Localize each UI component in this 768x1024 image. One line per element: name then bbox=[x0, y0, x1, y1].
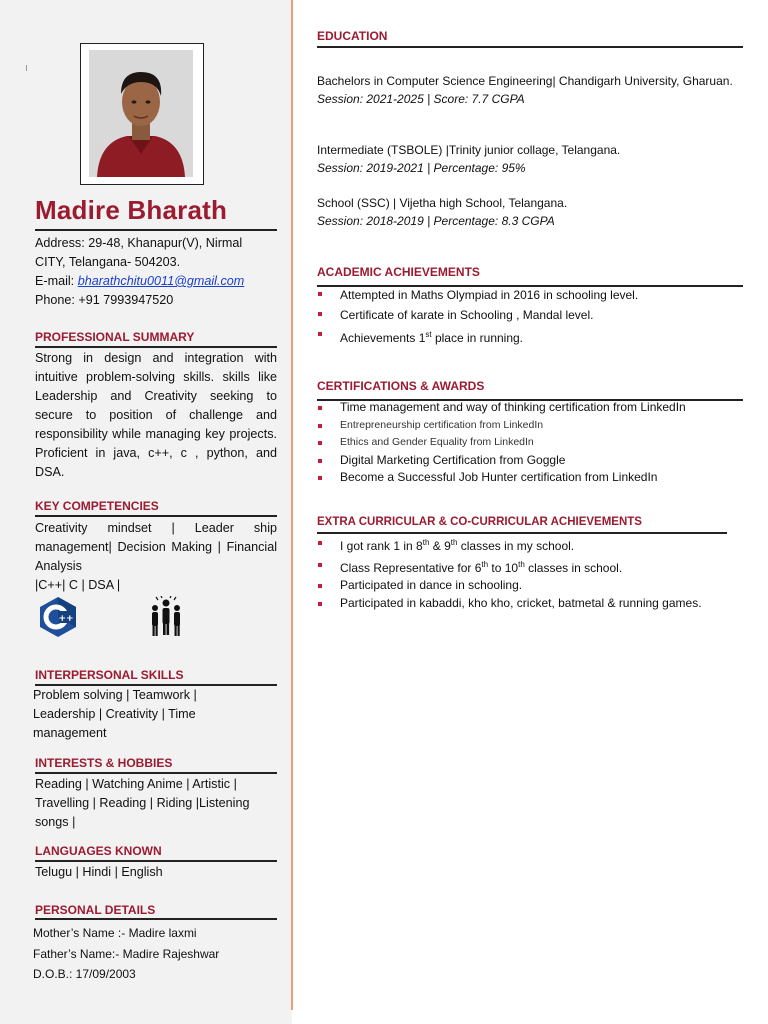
competencies-heading: KEY COMPETENCIES bbox=[35, 499, 159, 513]
education-title: School (SSC) | Vijetha high School, Telangana. bbox=[317, 196, 568, 210]
education-rule bbox=[317, 46, 743, 48]
bullet-icon bbox=[318, 541, 322, 545]
languages-text: Telugu | Hindi | English bbox=[35, 865, 163, 879]
education-item-1 bbox=[317, 73, 737, 108]
father-name: Father’s Name:- Madire Rajeshwar bbox=[33, 946, 220, 961]
email-line bbox=[35, 272, 277, 291]
competencies-text: Creativity mindset | Leader ship management| Decision Making | Financial Analysis bbox=[35, 521, 277, 573]
languages-rule bbox=[35, 860, 277, 862]
list-item: Become a Successful Job Hunter certification from LinkedIn bbox=[317, 469, 737, 487]
bullet-icon bbox=[318, 332, 322, 336]
education-session: Session: 2018-2019 | Percentage: 8.3 CGPA bbox=[317, 213, 555, 228]
certifications-list bbox=[317, 399, 737, 487]
hobbies-line-3: songs | bbox=[35, 815, 76, 829]
list-item: Time management and way of thinking certification from LinkedIn bbox=[317, 399, 737, 417]
list-item: Participated in kabaddi, kho kho, cricket, batmetal & running games. bbox=[317, 595, 710, 613]
address-line-2: CITY, Telangana- 504203. bbox=[35, 255, 181, 269]
list-item: Class Representative for 6th to 10th classes in school. bbox=[317, 556, 737, 578]
personal-heading: PERSONAL DETAILS bbox=[35, 903, 156, 917]
bullet-icon bbox=[318, 563, 322, 567]
education-item-2 bbox=[317, 142, 737, 177]
hobbies-line-1: Reading | Watching Anime | Artistic | bbox=[35, 777, 237, 791]
interpersonal-line-3: management bbox=[33, 726, 107, 740]
profile-photo bbox=[89, 50, 193, 177]
hobbies-rule bbox=[35, 772, 277, 774]
bullet-icon bbox=[318, 424, 322, 428]
email-link[interactable]: bharathchitu0011@gmail.com bbox=[77, 274, 245, 288]
list-item: Certificate of karate in Schooling , Mandal level. bbox=[317, 305, 737, 325]
mother-name: Mother’s Name :- Madire laxmi bbox=[33, 926, 197, 940]
education-title: Intermediate (TSBOLE) |Trinity junior collage, Telangana. bbox=[317, 143, 621, 157]
list-item: I got rank 1 in 8th & 9th classes in my school. bbox=[317, 534, 737, 556]
languages-heading: LANGUAGES KNOWN bbox=[35, 844, 162, 858]
email-label: E-mail: bbox=[35, 274, 78, 288]
interpersonal-heading: INTERPERSONAL SKILLS bbox=[35, 668, 184, 682]
personal-text bbox=[33, 923, 275, 985]
interpersonal-text bbox=[33, 686, 275, 743]
academic-list bbox=[317, 285, 737, 348]
bullet-icon bbox=[318, 459, 322, 463]
certifications-heading: CERTIFICATIONS & AWARDS bbox=[317, 379, 485, 393]
education-title: Bachelors in Computer Science Engineering| Chandigarh University, Gharuan. bbox=[317, 74, 733, 88]
candidate-name: Madire Bharath bbox=[35, 195, 228, 225]
summary-rule bbox=[35, 346, 277, 348]
education-heading: EDUCATION bbox=[317, 29, 388, 43]
bullet-icon bbox=[318, 476, 322, 480]
column-divider bbox=[291, 0, 293, 1010]
extra-heading: EXTRA CURRICULAR & CO-CURRICULAR ACHIEVEMENTS bbox=[317, 516, 642, 528]
person-photo-icon bbox=[89, 50, 193, 177]
profile-photo-frame bbox=[80, 43, 204, 185]
team-people-icon bbox=[148, 596, 184, 643]
interpersonal-line-1: Problem solving | Teamwork | bbox=[33, 688, 197, 702]
summary-text: Strong in design and integration with intuitive problem-solving skills. skills like Leadership and Creativity seeking to secure to position of challenge and responsibility while managing key projects. Proficient in java, c++, c , python, and DSA. bbox=[35, 351, 277, 479]
bullet-icon bbox=[318, 441, 322, 445]
stray-mark bbox=[26, 65, 27, 71]
competencies-rule bbox=[35, 515, 277, 517]
personal-rule bbox=[35, 918, 277, 920]
list-item: Participated in dance in schooling. bbox=[317, 577, 737, 595]
interpersonal-line-2: Leadership | Creativity | Time bbox=[33, 707, 196, 721]
bullet-icon bbox=[318, 292, 322, 296]
svg-text:++: ++ bbox=[58, 614, 74, 624]
bullet-icon bbox=[318, 312, 322, 316]
education-item-3 bbox=[317, 195, 737, 230]
academic-heading: ACADEMIC ACHIEVEMENTS bbox=[317, 265, 480, 279]
bullet-icon bbox=[318, 584, 322, 588]
education-session: Session: 2021-2025 | Score: 7.7 CGPA bbox=[317, 91, 525, 106]
bullet-icon bbox=[318, 602, 322, 606]
list-item: Achievements 1st place in running. bbox=[317, 325, 737, 348]
hobbies-heading: INTERESTS & HOBBIES bbox=[35, 756, 173, 770]
address-line-1: Address: 29-48, Khanapur(V), Nirmal bbox=[35, 236, 243, 250]
list-item: Ethics and Gender Equality from LinkedIn bbox=[317, 434, 737, 452]
list-item: Attempted in Maths Olympiad in 2016 in schooling level. bbox=[317, 285, 737, 305]
date-of-birth: D.O.B.: 17/09/2003 bbox=[33, 967, 136, 981]
cpp-logo-icon bbox=[39, 596, 77, 643]
hobbies-text bbox=[35, 775, 277, 832]
phone-line: Phone: +91 7993947520 bbox=[35, 293, 174, 307]
skills-line: |C++| C | DSA | bbox=[35, 578, 121, 592]
contact-block bbox=[35, 234, 277, 310]
bullet-icon bbox=[318, 406, 322, 410]
list-item: Entrepreneurship certification from LinkedIn bbox=[317, 417, 737, 435]
education-session: Session: 2019-2021 | Percentage: 95% bbox=[317, 160, 526, 175]
extra-list bbox=[317, 534, 737, 612]
hobbies-line-2: Travelling | Reading | Riding |Listening bbox=[35, 796, 250, 810]
name-underline bbox=[35, 229, 277, 231]
list-item: Digital Marketing Certification from Goggle bbox=[317, 452, 737, 470]
summary-heading: PROFESSIONAL SUMMARY bbox=[35, 330, 195, 344]
